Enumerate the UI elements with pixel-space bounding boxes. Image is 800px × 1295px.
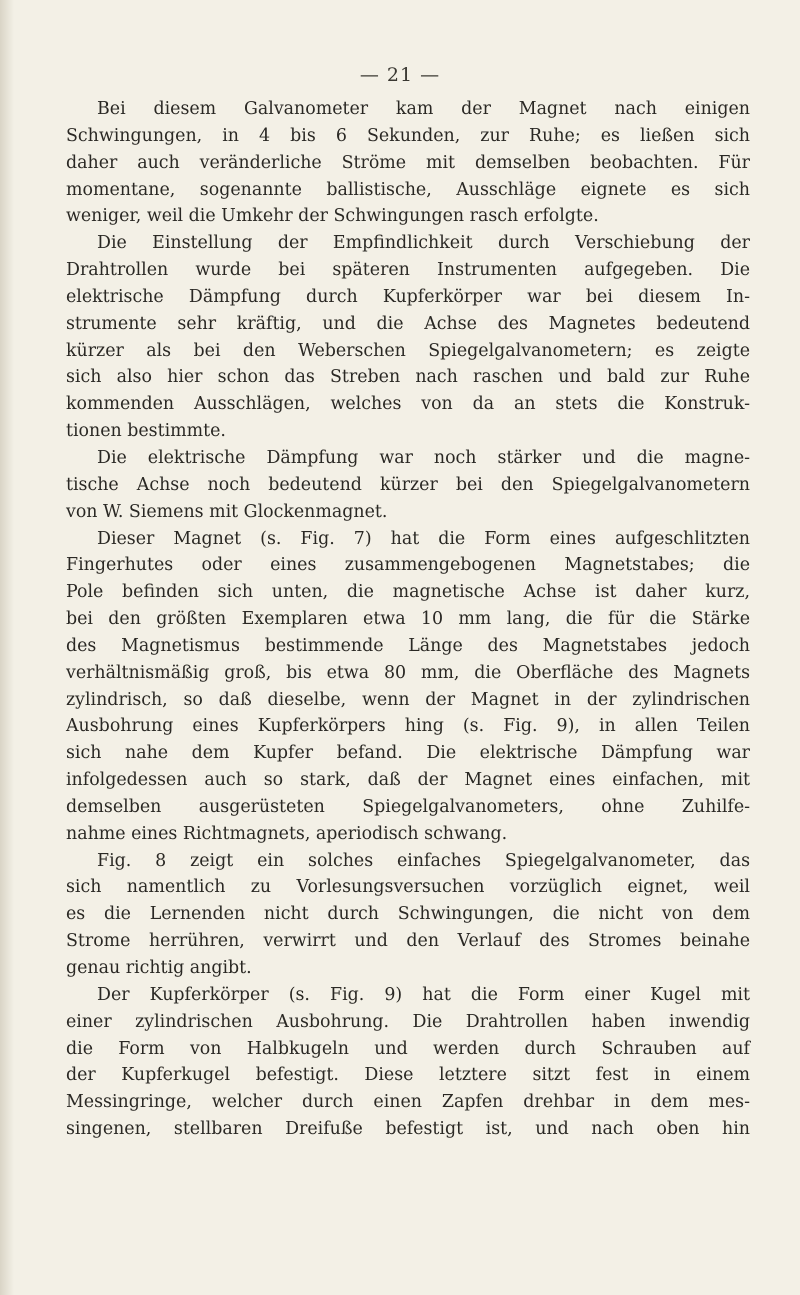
text-line: daher auch veränderliche Ströme mit demselben beobachten. Für bbox=[66, 152, 750, 173]
text-line: zylindrisch, so daß dieselbe, wenn der Magnet in der zylindrischen bbox=[66, 689, 750, 710]
page-gutter-shadow bbox=[0, 0, 14, 1295]
text-line: bei den größten Exemplaren etwa 10 mm lang, die für die Stärke bbox=[66, 609, 750, 630]
text-line: nahme eines Richtmagnets, aperiodisch schwang. bbox=[66, 823, 508, 844]
text-line: Pole befinden sich unten, die magnetische Achse ist daher kurz, bbox=[66, 582, 750, 603]
text-line: sich nahe dem Kupfer befand. Die elektrische Dämpfung war bbox=[66, 743, 750, 764]
text-line: Die Einstellung der Empfindlichkeit durch Verschiebung der bbox=[97, 233, 750, 254]
text-line: Schwingungen, in 4 bis 6 Sekunden, zur Ruhe; es ließen sich bbox=[66, 125, 750, 146]
text-line: tische Achse noch bedeutend kürzer bei den Spiegelgalvanometern bbox=[66, 474, 750, 495]
text-line: Fig. 8 zeigt ein solches einfaches Spiegelgalvanometer, das bbox=[97, 850, 750, 871]
text-line: Ausbohrung eines Kupferkörpers hing (s. Fig. 9), in allen Teilen bbox=[66, 716, 750, 737]
text-line: der Kupferkugel befestigt. Diese letztere sitzt fest in einem bbox=[66, 1065, 750, 1086]
text-line: Fingerhutes oder eines zusammengebogenen Magnetstabes; die bbox=[66, 555, 750, 576]
text-line: Die elektrische Dämpfung war noch stärker und die magne- bbox=[97, 447, 750, 468]
text-line: einer zylindrischen Ausbohrung. Die Drahtrollen haben inwendig bbox=[66, 1011, 750, 1032]
text-line: sich namentlich zu Vorlesungsversuchen vorzüglich eignet, weil bbox=[66, 877, 750, 898]
text-line: Drahtrollen wurde bei späteren Instrumenten aufgegeben. Die bbox=[66, 260, 750, 281]
page-number: — 21 — bbox=[359, 64, 441, 86]
text-line: Messingringe, welcher durch einen Zapfen drehbar in dem mes- bbox=[66, 1092, 750, 1113]
text-line: strumente sehr kräftig, und die Achse des Magnetes bedeutend bbox=[66, 313, 750, 334]
text-line: kürzer als bei den Weberschen Spiegelgalvanometern; es zeigte bbox=[66, 340, 750, 361]
text-line: singenen, stellbaren Dreifuße befestigt ist, und nach oben hin bbox=[66, 1119, 750, 1140]
text-line: kommenden Ausschlägen, welches von da an stets die Konstruk- bbox=[66, 394, 750, 415]
text-line: des Magnetismus bestimmende Länge des Magnetstabes jedoch bbox=[66, 635, 750, 656]
text-line: Der Kupferkörper (s. Fig. 9) hat die Form einer Kugel mit bbox=[97, 984, 750, 1005]
text-line: genau richtig angibt. bbox=[66, 958, 252, 978]
text-line: von W. Siemens mit Glockenmagnet. bbox=[66, 501, 388, 522]
text-line: verhältnismäßig groß, bis etwa 80 mm, die Oberfläche des Magnets bbox=[66, 662, 750, 683]
text-line: die Form von Halbkugeln und werden durch Schrauben auf bbox=[66, 1038, 750, 1059]
text-line: tionen bestimmte. bbox=[66, 421, 226, 442]
text-line: momentane, sogenannte ballistische, Ausschläge eignete es sich bbox=[66, 179, 750, 200]
text-line: es die Lernenden nicht durch Schwingungen, die nicht von dem bbox=[66, 904, 750, 925]
text-line: infolgedessen auch so stark, daß der Magnet eines einfachen, mit bbox=[66, 770, 750, 791]
text-line: elektrische Dämpfung durch Kupferkörper war bei diesem In- bbox=[66, 286, 750, 307]
text-line: Bei diesem Galvanometer kam der Magnet nach einigen bbox=[97, 99, 750, 119]
text-line: Strome herrühren, verwirrt und den Verlauf des Stromes beinahe bbox=[66, 931, 750, 952]
text-line: demselben ausgerüsteten Spiegelgalvanometers, ohne Zuhilfe- bbox=[66, 796, 750, 817]
text-line: sich also hier schon das Streben nach raschen und bald zur Ruhe bbox=[66, 367, 750, 388]
text-line: Dieser Magnet (s. Fig. 7) hat die Form eines aufgeschlitzten bbox=[97, 528, 750, 549]
text-line: weniger, weil die Umkehr der Schwingungen rasch erfolgte. bbox=[66, 206, 599, 227]
body-text bbox=[66, 96, 750, 1143]
